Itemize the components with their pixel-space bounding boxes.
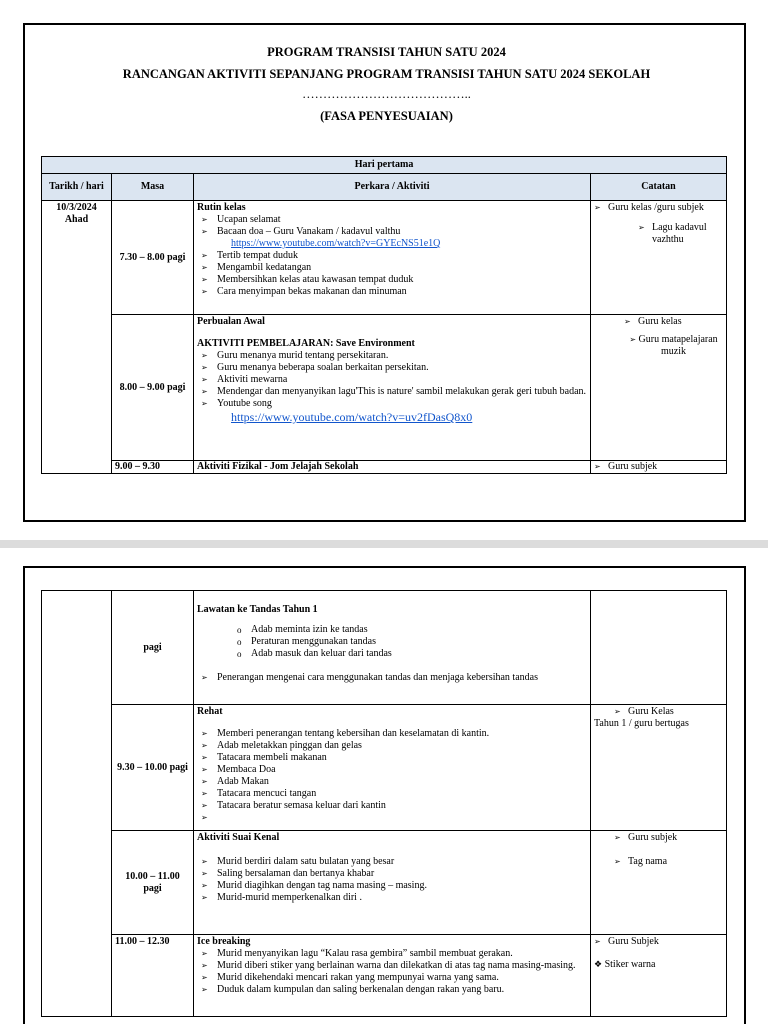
note (594, 958, 723, 971)
activity-title: Rehat (197, 706, 223, 717)
note-text: Guru matapelajaran muzik (638, 334, 718, 357)
date: 10/3/2024 (56, 202, 97, 213)
note: ➢ Lagu kadavul vazhthu (638, 222, 723, 246)
activity-list (197, 856, 587, 904)
note: Tahun 1 / guru bertugas (594, 718, 689, 729)
day-header: Hari pertama (42, 157, 727, 174)
col-activity: Perkara / Aktiviti (194, 174, 591, 201)
note: ➢ Guru subjek (614, 832, 723, 844)
activity-title: Aktiviti Suai Kenal (197, 832, 280, 843)
col-date: Tarikh / hari (42, 174, 112, 201)
time-cell: 8.00 – 9.00 pagi (112, 315, 194, 461)
notes-cell (591, 831, 727, 935)
col-notes: Catatan (591, 174, 727, 201)
activity-cell (194, 935, 591, 1017)
list-item: o Adab meminta izin ke tandas (251, 624, 587, 636)
page-border (23, 23, 746, 522)
list-item: ➢ Murid menyanyikan lagu “Kalau rasa gembira” sambil membuat gerakan. (217, 948, 587, 960)
activity-list (197, 214, 587, 238)
activity-list (197, 250, 587, 298)
learning-activity-title: AKTIVITI PEMBELAJARAN: Save Environment (197, 338, 415, 349)
activity-list (197, 672, 587, 684)
activity-cell (194, 831, 591, 935)
list-item: ➢ Tatacara beratur semasa keluar dari kantin (217, 800, 587, 812)
list-item: ➢ Youtube song (217, 398, 587, 410)
list-item: ➢ Membaca Doa (217, 764, 587, 776)
list-item: ➢ Murid berdiri dalam satu bulatan yang besar (217, 856, 587, 868)
activity-title: Aktiviti Fizikal - Jom Jelajah Sekolah (194, 461, 591, 474)
title-plan: RANCANGAN AKTIVITI SEPANJANG PROGRAM TRANSISI TAHUN SATU 2024 SEKOLAH (122, 67, 651, 81)
list-item: ➢ Saling bersalaman dan bertanya khabar (217, 868, 587, 880)
list-item: ➢ Aktiviti mewarna (217, 374, 587, 386)
note: ➢ Guru subjek (594, 461, 723, 473)
activity-cell (194, 591, 591, 705)
activity-title: Lawatan ke Tandas Tahun 1 (197, 604, 318, 615)
note: ➢ Guru Kelas (614, 706, 723, 718)
activity-list (197, 624, 587, 660)
notes-cell (591, 461, 727, 474)
title-phase: (FASA PENYESUAIAN) (320, 109, 453, 123)
notes-cell (591, 201, 727, 315)
list-item: ➢ Membersihkan kelas atau kawasan tempat duduk (217, 274, 587, 286)
col-time: Masa (112, 174, 194, 201)
list-item: ➢ Murid diberi stiker yang berlainan warna dan dilekatkan di atas tag nama masing-masing. (217, 960, 587, 972)
activity-title: Ice breaking (197, 936, 251, 947)
list-item: o Adab masuk dan keluar dari tandas (251, 648, 587, 660)
time-cell: 7.30 – 8.00 pagi (112, 201, 194, 315)
note: ➢ Guru kelas /guru subjek (594, 202, 723, 214)
activity-title: Perbualan Awal (197, 316, 265, 327)
note: ➢ Guru kelas (624, 316, 723, 328)
list-item: ➢ Mendengar dan menyanyikan lagu'This is nature' sambil melakukan gerak geri tubuh badan. (217, 386, 587, 398)
note: ➢ Guru Subjek (594, 936, 723, 948)
list-item: ➢ Adab Makan (217, 776, 587, 788)
activity-title: Rutin kelas (197, 202, 246, 213)
diamond-bullet-icon (594, 959, 602, 970)
list-item: ➢ Memberi penerangan tentang kebersihan dan keselamatan di kantin. (217, 728, 587, 740)
activity-list (197, 728, 587, 824)
note-text: Stiker warna (604, 959, 656, 970)
list-item: ➢ Bacaan doa – Guru Vanakam / kadavul valthu (217, 226, 587, 238)
notes-cell (591, 935, 727, 1017)
title-program: PROGRAM TRANSISI TAHUN SATU 2024 (267, 45, 506, 59)
time-cell: 9.00 – 9.30 (112, 461, 194, 474)
day: Ahad (64, 214, 89, 225)
list-item: ➢ Murid diagihkan dengan tag nama masing – masing. (217, 880, 587, 892)
list-item: ➢ Duduk dalam kumpulan dan saling berkenalan dengan rakan yang baru. (217, 984, 587, 996)
activity-cell (194, 315, 591, 461)
notes-cell (591, 705, 727, 831)
school-name-dots: ………………………………….. (302, 87, 471, 101)
schedule-table-2 (41, 590, 727, 1017)
list-item: o Peraturan menggunakan tandas (251, 636, 587, 648)
list-item: ➢ Murid-murid memperkenalkan diri . (217, 892, 587, 904)
page-border (23, 566, 746, 1024)
activity-list (197, 350, 587, 410)
list-item: ➢ Ucapan selamat (217, 214, 587, 226)
list-item (217, 812, 587, 824)
date-cell (42, 201, 112, 474)
list-item: ➢ Murid dikehendaki mencari rakan yang mempunyai warna yang sama. (217, 972, 587, 984)
note: ➢ Guru matapelajaran muzik (629, 334, 718, 357)
list-item: ➢ Guru menanya beberapa soalan berkaitan persekitan. (217, 362, 587, 374)
notes-cell (591, 315, 727, 461)
list-item: ➢ Tatacara mencuci tangan (217, 788, 587, 800)
document-page-2 (0, 548, 768, 1024)
activity-cell (194, 201, 591, 315)
activity-cell (194, 705, 591, 831)
youtube-link[interactable]: https://www.youtube.com/watch?v=uv2fDasQ8x0 (231, 410, 473, 424)
list-item: ➢ Adab meletakkan pinggan dan gelas (217, 740, 587, 752)
youtube-link[interactable]: https://www.youtube.com/watch?v=GYEcNS51e1Q (231, 238, 441, 249)
list-item: ➢ Tatacara membeli makanan (217, 752, 587, 764)
time-cell: 9.30 – 10.00 pagi (112, 705, 194, 831)
list-item: ➢ Tertib tempat duduk (217, 250, 587, 262)
notes-cell (591, 591, 727, 705)
list-item: ➢ Penerangan mengenai cara menggunakan tandas dan menjaga kebersihan tandas (217, 672, 587, 684)
schedule-table-1 (41, 156, 727, 474)
list-item: ➢ Mengambil kedatangan (217, 262, 587, 274)
time-cell: 10.00 – 11.00 pagi (112, 831, 194, 935)
time-cell: 11.00 – 12.30 (112, 935, 194, 1017)
list-item: ➢ Cara menyimpan bekas makanan dan minuman (217, 286, 587, 298)
list-item: ➢ Guru menanya murid tentang persekitaran. (217, 350, 587, 362)
note: ➢ Tag nama (614, 856, 723, 868)
time-cell: pagi (112, 591, 194, 705)
date-cell (42, 591, 112, 1017)
activity-list (197, 948, 587, 996)
